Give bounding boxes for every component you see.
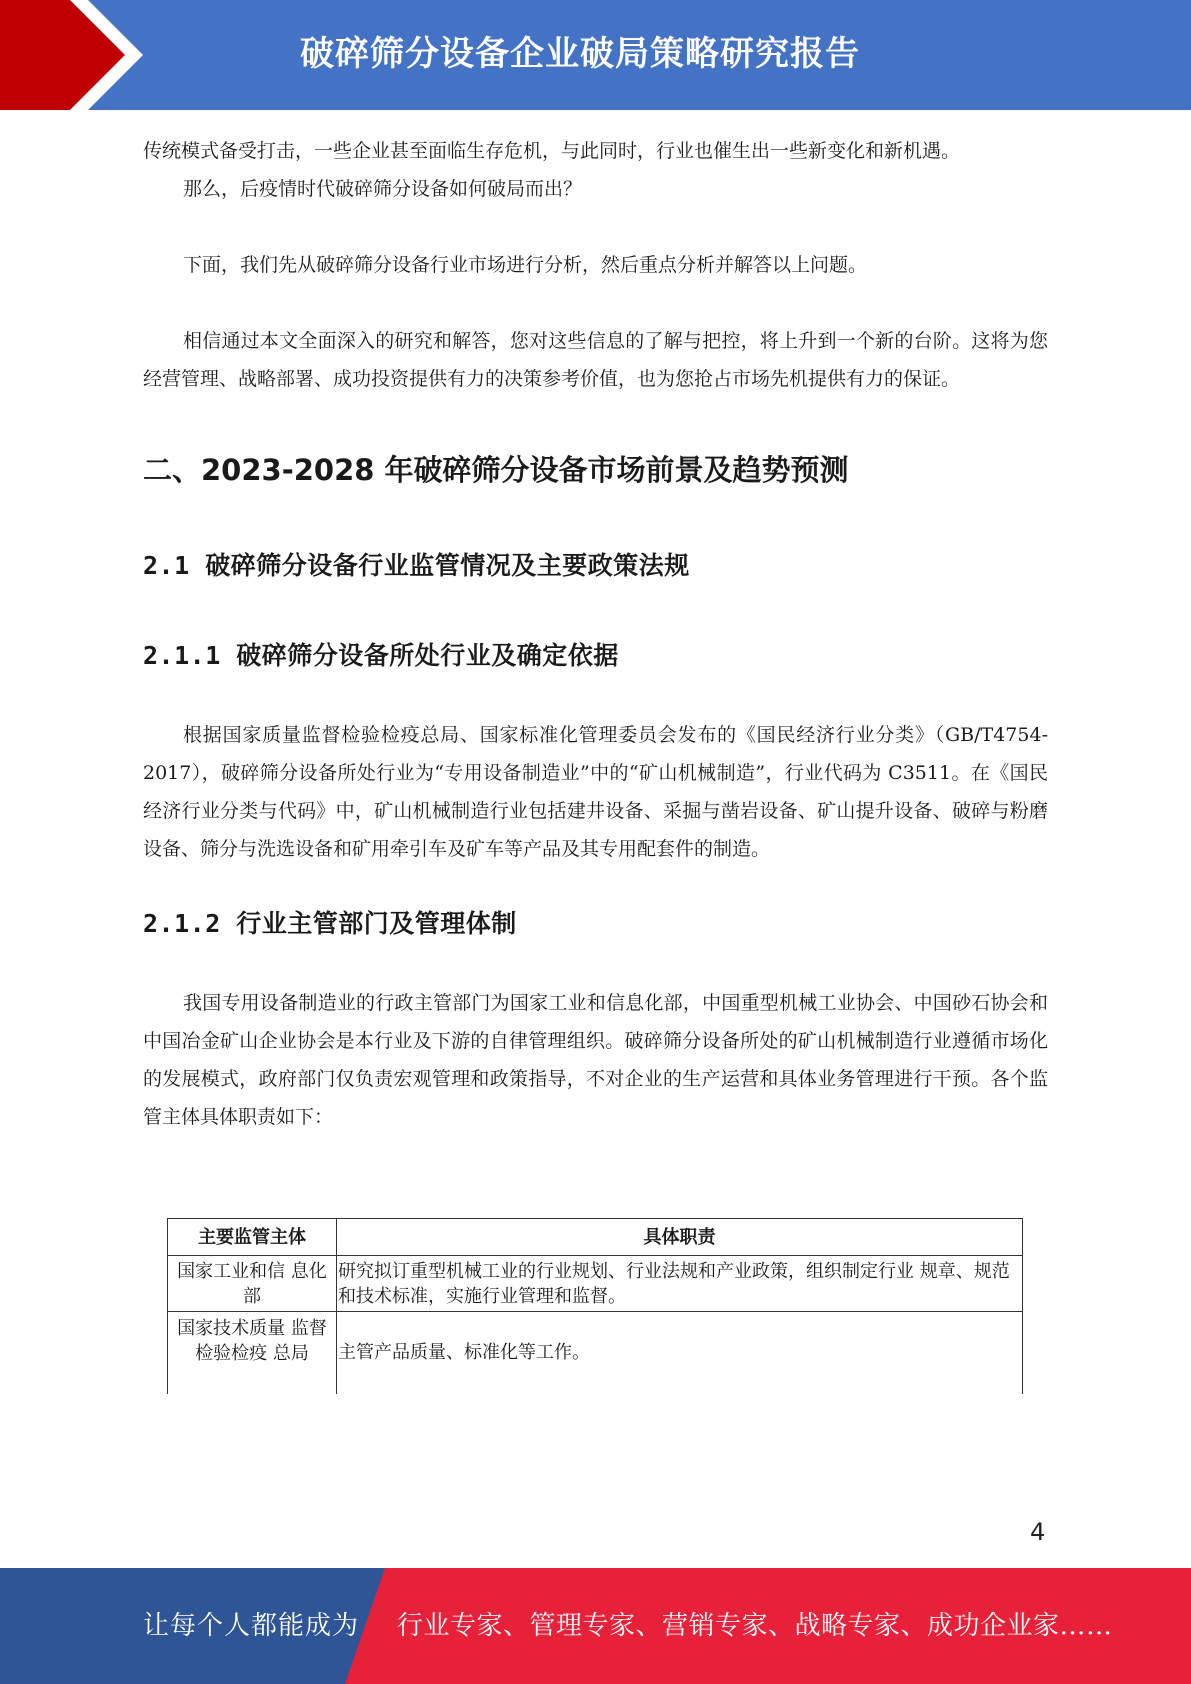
paragraph-5: 根据国家质量监督检验检疫总局、国家标准化管理委员会发布的《国民经济行业分类》（GB/T4754-2017），破碎筛分设备所处行业为“专用设备制造业”中的“矿山机械制造”，行业代码为 C3511。在《国民经济行业分类与代码》中，矿山机械制造行业包括建井设备、采掘与凿岩设备、矿山提升设备、破碎与粉磨设备、筛分与洗选设备和矿用牵引车及矿车等产品及其专用配套件的制造。 xyxy=(143,724,1048,860)
paragraph-1: 传统模式备受打击，一些企业甚至面临生存危机，与此同时，行业也催生出一些新变化和新机遇。 xyxy=(143,140,961,162)
table-cell-org: 国家工业和信 息化部 xyxy=(168,1256,337,1312)
page-number: 4 xyxy=(1030,1518,1046,1546)
paragraph-3: 下面，我们先从破碎筛分设备行业市场进行分析，然后重点分析并解答以上问题。 xyxy=(183,254,868,276)
document-body xyxy=(143,132,1048,1136)
page-header xyxy=(0,0,1191,110)
footer-slogan-right: 行业专家、管理专家、营销专家、战略专家、成功企业家…… xyxy=(397,1611,1113,1641)
table-row xyxy=(168,1312,1023,1394)
header-arrow-icon xyxy=(0,0,160,110)
page-footer xyxy=(0,1568,1191,1684)
paragraph-4: 相信通过本文全面深入的研究和解答，您对这些信息的了解与把控，将上升到一个新的台阶。这将为您经营管理、战略部署、成功投资提供有力的决策参考价值，也为您抢占市场先机提供有力的保证。 xyxy=(143,330,1048,390)
table-header-cell: 具体职责 xyxy=(337,1219,1023,1256)
table-header-cell: 主要监管主体 xyxy=(168,1219,337,1256)
regulator-duties-table xyxy=(167,1218,1023,1394)
paragraph-6: 我国专用设备制造业的行政主管部门为国家工业和信息化部，中国重型机械工业协会、中国砂石协会和中国冶金矿山企业协会是本行业及下游的自律管理组织。破碎筛分设备所处的矿山机械制造行业遵循市场化的发展模式，政府部门仅负责宏观管理和政策指导，不对企业的生产运营和具体业务管理进行干预。各个监管主体具体职责如下： xyxy=(143,992,1048,1128)
table-header-row xyxy=(168,1219,1023,1256)
report-title: 破碎筛分设备企业破局策略研究报告 xyxy=(300,34,860,74)
table-cell-org: 国家技术质量 监督检验检疫 总局 xyxy=(168,1312,337,1394)
section-2-1-1-heading: 2.1.1 破碎筛分设备所处行业及确定依据 xyxy=(143,641,619,670)
table-cell-duty: 研究拟订重型机械工业的行业规划、行业法规和产业政策，组织制定行业 规章、规范和技术标准，实施行业管理和监督。 xyxy=(337,1256,1023,1312)
paragraph-2: 那么，后疫情时代破碎筛分设备如何破局而出？ xyxy=(183,178,583,200)
section-2-heading: 二、2023-2028 年破碎筛分设备市场前景及趋势预测 xyxy=(143,453,849,487)
section-2-1-heading: 2.1 破碎筛分设备行业监管情况及主要政策法规 xyxy=(143,551,690,580)
section-2-1-2-heading: 2.1.2 行业主管部门及管理体制 xyxy=(143,909,517,938)
footer-slogan-left: 让每个人都能成为 xyxy=(143,1611,360,1641)
table-row xyxy=(168,1256,1023,1312)
table-cell-duty: 主管产品质量、标准化等工作。 xyxy=(337,1312,1023,1394)
